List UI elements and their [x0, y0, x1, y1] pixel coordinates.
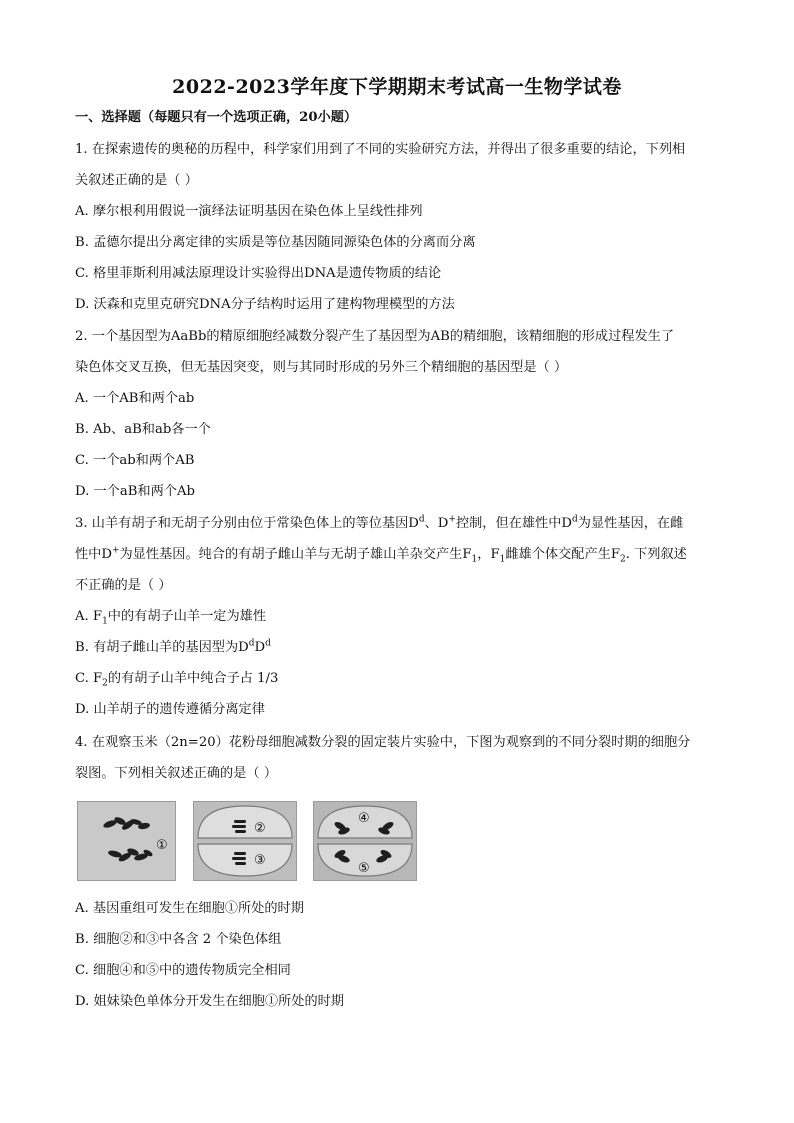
q3-stem-line3: 不正确的是（ ）: [75, 578, 172, 593]
cell-label-2: ②: [254, 821, 266, 836]
q2-option-c: C. 一个ab和两个AB: [75, 453, 195, 468]
cell-label-1: ①: [156, 838, 168, 853]
q4-stem-line1: 4. 在观察玉米（2n=20）花粉母细胞减数分裂的固定装片实验中，下图为观察到的不同分裂时期的细胞分: [75, 735, 691, 750]
q4-option-a: A. 基因重组可发生在细胞①所处的时期: [75, 901, 304, 916]
q1-stem-line1: 1. 在探索遗传的奥秘的历程中，科学家们用到了不同的实验研究方法，并得出了很多重要的结论，下列相: [75, 142, 686, 157]
cell-label-5: ⑤: [358, 861, 370, 876]
q1-option-b: B. 孟德尔提出分离定律的实质是等位基因随同源染色体的分离而分离: [75, 235, 476, 250]
q1-option-d: D. 沃森和克里克研究DNA分子结构时运用了建构物理模型的方法: [75, 297, 455, 312]
q4-stem-line2: 裂图。下列相关叙述正确的是（ ）: [75, 766, 278, 781]
q1-option-a: A. 摩尔根利用假说一演绎法证明基因在染色体上呈线性排列: [75, 204, 423, 219]
cell-label-3: ③: [254, 853, 266, 868]
micrograph-cells-2-3: [193, 801, 297, 881]
micrograph-cell-1: [77, 801, 176, 881]
q3-option-b: B. 有胡子雌山羊的基因型为$D^dD^d$: [75, 638, 271, 655]
q3-option-a: A. $F_1$中的有胡子山羊一定为雄性: [75, 609, 267, 627]
q3-option-c: C. $F_2$的有胡子山羊中纯合子占 1/3: [75, 671, 279, 689]
q4-option-b: B. 细胞②和③中各含 2 个染色体组: [75, 932, 282, 947]
q2-option-b: B. Ab、aB和ab各一个: [75, 422, 211, 437]
micrograph-cells-4-5: [313, 801, 417, 881]
q1-stem-line2: 关叙述正确的是（ ）: [75, 173, 198, 188]
section-heading: 一、选择题（每题只有一个选项正确，20小题）: [75, 110, 358, 125]
q2-stem-line1: 2. 一个基因型为AaBb的精原细胞经减数分裂产生了基因型为AB的精细胞，该精细胞的形成过程发生了: [75, 329, 675, 344]
q2-option-a: A. 一个AB和两个ab: [75, 391, 195, 406]
q2-stem-line2: 染色体交叉互换，但无基因突变，则与其同时形成的另外三个精细胞的基因型是（ ）: [75, 360, 568, 375]
cell-label-4: ④: [358, 811, 370, 826]
q3-stem-line2: 性中D+为显性基因。纯合的有胡子雌山羊与无胡子雄山羊杂交产生$F_1$，$F_1$雌雄个体交配产生$F_2$. 下列叙述: [75, 545, 687, 565]
q3-stem-line1: 3. 山羊有胡子和无胡子分别由位于常染色体上的等位基因$D^d$、D+控制，但在雄性中$D^d$为显性基因，在雌: [75, 514, 684, 531]
q4-option-d: D. 姐妹染色单体分开发生在细胞①所处的时期: [75, 994, 345, 1009]
q1-option-c: C. 格里菲斯利用减法原理设计实验得出DNA是遗传物质的结论: [75, 266, 442, 281]
q2-option-d: D. 一个aB和两个Ab: [75, 484, 195, 499]
exam-title: 2022-2023学年度下学期期末考试高一生物学试卷: [172, 76, 622, 98]
q3-option-d: D. 山羊胡子的遗传遵循分离定律: [75, 702, 265, 717]
q4-option-c: C. 细胞④和⑤中的遗传物质完全相同: [75, 963, 291, 978]
